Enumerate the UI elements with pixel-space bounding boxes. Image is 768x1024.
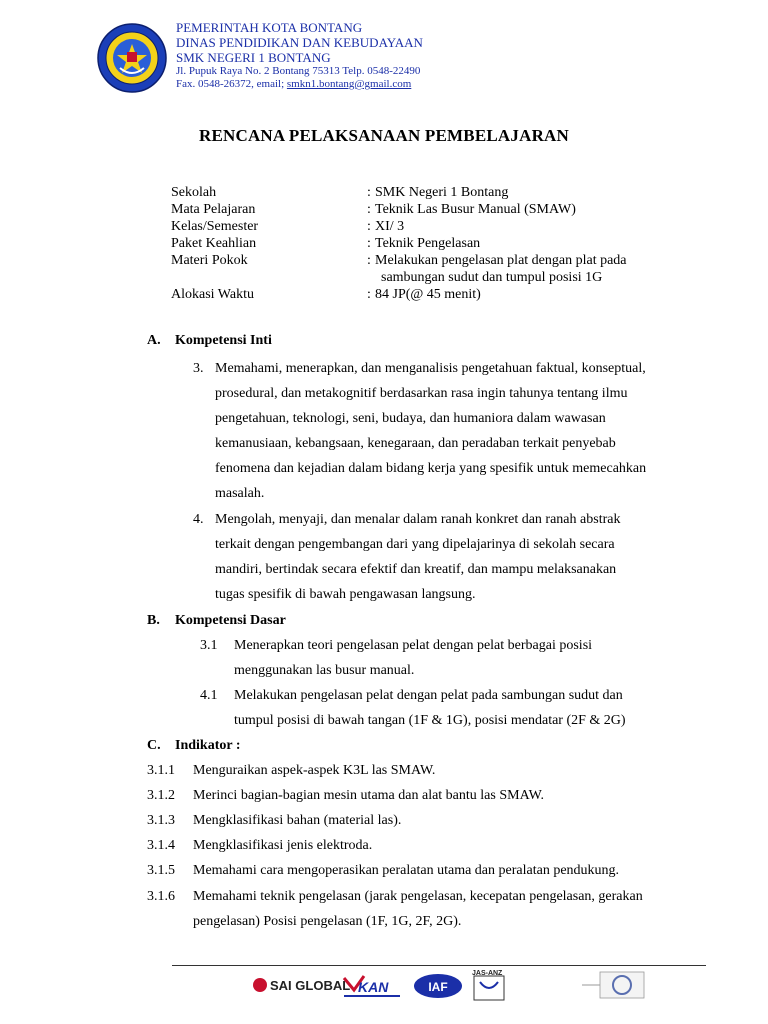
paragraph-line: fenomena dan kejadian dalam bidang kerja yang spesifik untuk memecahkan bbox=[215, 461, 647, 476]
info-colon: : bbox=[367, 287, 371, 302]
info-key: Mata Pelajaran bbox=[171, 202, 256, 217]
paragraph-line: pengetahuan, teknologi, seni, budaya, dan humaniora dalam wawasan bbox=[215, 411, 606, 426]
email-link[interactable]: smkn1.bontang@gmail.com bbox=[286, 78, 412, 90]
section-a-letter: A. bbox=[147, 333, 161, 348]
quality-logo bbox=[582, 972, 644, 998]
jas-anz-logo bbox=[472, 970, 504, 1000]
letterhead-school: SMK NEGERI 1 BONTANG bbox=[176, 50, 331, 65]
section-c-letter: C. bbox=[147, 738, 161, 753]
paragraph-line: Menguraikan aspek-aspek K3L las SMAW. bbox=[193, 763, 436, 778]
info-value: 84 JP(@ 45 menit) bbox=[375, 287, 481, 302]
fax-text: Fax. 0548-26372, email; bbox=[176, 78, 287, 90]
letterhead bbox=[176, 20, 423, 91]
paragraph-line: mandiri, bertindak secara efektif dan kreatif, dan mampu melaksanakan bbox=[215, 562, 617, 577]
letterhead-gov: PEMERINTAH KOTA BONTANG bbox=[176, 20, 363, 35]
paragraph-line: tugas spesifik di bawah pengawasan langsung. bbox=[215, 587, 476, 602]
letterhead-address: Jl. Pupuk Raya No. 2 Bontang 75313 Telp. 0548-22490 bbox=[176, 65, 421, 77]
item-number: 3.1.2 bbox=[147, 788, 175, 803]
info-colon: : bbox=[367, 236, 371, 251]
item-number: 3.1.4 bbox=[147, 838, 175, 853]
paragraph-line: tumpul posisi di bawah tangan (1F & 1G), posisi mendatar (2F & 2G) bbox=[234, 713, 626, 728]
sai-global-logo bbox=[253, 978, 350, 993]
info-key: Alokasi Waktu bbox=[171, 287, 254, 302]
item-number: 4.1 bbox=[200, 688, 218, 703]
paragraph-line: menggunakan las busur manual. bbox=[234, 663, 415, 678]
paragraph-line: pengelasan) Posisi pengelasan (1F, 1G, 2F, 2G). bbox=[193, 914, 462, 929]
kan-text: KAN bbox=[358, 979, 389, 995]
paragraph-line: masalah. bbox=[215, 486, 265, 501]
letterhead-dept: DINAS PENDIDIKAN DAN KEBUDAYAAN bbox=[176, 35, 423, 50]
jas-anz-text: JAS-ANZ bbox=[472, 970, 503, 977]
info-colon: : bbox=[367, 185, 371, 200]
document-title: RENCANA PELAKSANAAN PEMBELAJARAN bbox=[198, 126, 570, 145]
paragraph-line: kemanusiaan, kebangsaan, kenegaraan, dan peradaban terkait penyebab bbox=[215, 436, 616, 451]
iaf-text: IAF bbox=[428, 980, 448, 994]
letterhead-contact bbox=[176, 78, 423, 91]
info-value: Teknik Pengelasan bbox=[375, 236, 481, 251]
item-number: 4. bbox=[193, 512, 204, 527]
iaf-logo bbox=[414, 974, 462, 998]
info-value: Teknik Las Busur Manual (SMAW) bbox=[375, 202, 576, 217]
section-c-heading: Indikator : bbox=[175, 738, 241, 753]
info-key: Sekolah bbox=[171, 185, 217, 200]
info-value: SMK Negeri 1 Bontang bbox=[375, 185, 509, 200]
paragraph-line: prosedural, dan metakognitif berdasarkan rasa ingin tahunya tentang ilmu bbox=[215, 386, 628, 401]
section-b-heading: Kompetensi Dasar bbox=[175, 613, 286, 628]
info-value: XI/ 3 bbox=[375, 219, 405, 234]
kan-logo bbox=[344, 976, 400, 997]
info-value-continued: sambungan sudut dan tumpul posisi 1G bbox=[381, 270, 603, 285]
item-number: 3. bbox=[193, 361, 204, 376]
item-number: 3.1.5 bbox=[147, 863, 175, 878]
info-colon: : bbox=[367, 202, 371, 217]
item-number: 3.1.6 bbox=[147, 889, 175, 904]
info-key: Paket Keahlian bbox=[171, 236, 257, 251]
info-colon: : bbox=[367, 219, 371, 234]
info-key: Kelas/Semester bbox=[171, 219, 259, 234]
info-value: Melakukan pengelasan plat dengan plat pada bbox=[375, 253, 627, 268]
info-colon: : bbox=[367, 253, 371, 268]
paragraph-line: Merinci bagian-bagian mesin utama dan alat bantu las SMAW. bbox=[193, 788, 544, 803]
paragraph-line: Memahami cara mengoperasikan peralatan utama dan peralatan pendukung. bbox=[193, 863, 620, 878]
item-number: 3.1 bbox=[200, 638, 218, 653]
paragraph-line: Memahami teknik pengelasan (jarak pengelasan, kecepatan pengelasan, gerakan bbox=[193, 889, 643, 904]
item-number: 3.1.3 bbox=[147, 813, 175, 828]
paragraph-line: Menerapkan teori pengelasan pelat dengan pelat berbagai posisi bbox=[234, 638, 593, 653]
section-b-letter: B. bbox=[147, 613, 160, 628]
section-a-heading: Kompetensi Inti bbox=[175, 333, 272, 348]
item-number: 3.1.1 bbox=[147, 763, 175, 778]
footer-certification-logos bbox=[240, 968, 680, 1002]
school-logo bbox=[96, 22, 168, 94]
paragraph-line: terkait dengan pengembangan dari yang dipelajarinya di sekolah secara bbox=[215, 537, 615, 552]
paragraph-line: Mengolah, menyaji, dan menalar dalam ranah konkret dan ranah abstrak bbox=[215, 512, 621, 527]
info-key: Materi Pokok bbox=[171, 253, 248, 268]
sai-global-text: SAI GLOBAL bbox=[270, 978, 351, 993]
paragraph-line: Memahami, menerapkan, dan menganalisis pengetahuan faktual, konseptual, bbox=[215, 361, 646, 376]
footer-rule bbox=[172, 965, 706, 966]
paragraph-line: Mengklasifikasi jenis elektroda. bbox=[193, 838, 373, 853]
paragraph-line: Mengklasifikasi bahan (material las). bbox=[193, 813, 402, 828]
paragraph-line: Melakukan pengelasan pelat dengan pelat pada sambungan sudut dan bbox=[234, 688, 623, 703]
